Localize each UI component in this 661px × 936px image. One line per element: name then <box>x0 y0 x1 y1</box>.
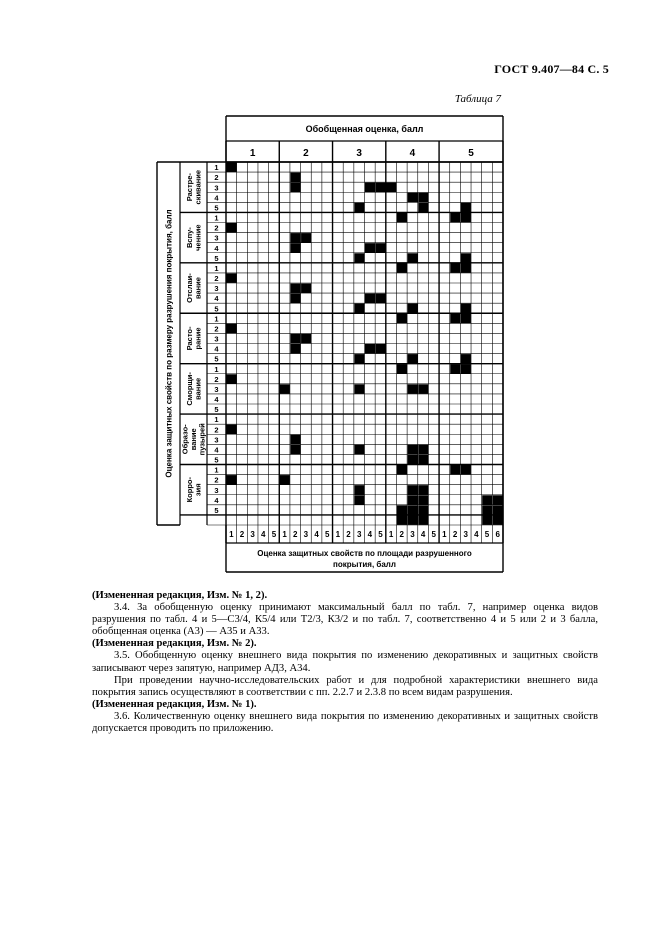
filled-cell <box>408 253 418 262</box>
filled-cell <box>397 213 407 222</box>
amendment-note: (Измененная редакция, Изм. № 1, 2). <box>92 590 268 601</box>
filled-cell <box>408 455 418 464</box>
filled-cell <box>290 294 300 303</box>
bottom-col-label: 5 <box>324 530 330 539</box>
bottom-col-label: 3 <box>410 530 415 539</box>
row-score-label: 1 <box>214 364 219 374</box>
filled-cell <box>354 495 364 504</box>
row-score-label: 1 <box>214 213 219 223</box>
row-score-label: 3 <box>214 233 219 243</box>
filled-cell <box>408 304 418 313</box>
row-score-label: 5 <box>214 405 219 415</box>
filled-cell <box>482 495 492 504</box>
bottom-col-label: 1 <box>388 530 394 539</box>
filled-cell <box>290 284 300 293</box>
filled-cell <box>408 515 418 524</box>
paragraph: 3.5. Обобщенную оценку внешнего вида покрытия по изменению декоративных и защитных свойств записывают через запятую, например АД3, А34. <box>92 650 598 674</box>
bottom-footer-label: покрытия, балл <box>333 560 396 569</box>
group-label: 4 <box>409 148 416 159</box>
filled-cell <box>290 435 300 444</box>
row-score-label: 2 <box>214 324 219 334</box>
row-group-label: Растре- <box>184 173 194 202</box>
filled-cell <box>418 193 428 202</box>
vertical-axis-label: Оценка защитных свойств по размеру разрушения покрытия, балл <box>164 209 174 478</box>
filled-cell <box>376 183 386 192</box>
row-score-label: 4 <box>214 445 219 455</box>
filled-cell <box>376 243 386 252</box>
filled-cell <box>418 445 428 454</box>
row-score-label: 5 <box>214 203 219 213</box>
filled-cell <box>227 273 237 282</box>
group-label: 5 <box>468 148 474 159</box>
row-score-label: 5 <box>214 354 219 364</box>
row-score-label: 3 <box>214 384 219 394</box>
filled-cell <box>290 233 300 242</box>
filled-cell <box>397 364 407 373</box>
filled-cell <box>461 465 471 474</box>
filled-cell <box>365 183 375 192</box>
filled-cell <box>290 344 300 353</box>
filled-cell <box>354 354 364 363</box>
filled-cell <box>290 173 300 182</box>
row-score-label: 5 <box>214 505 219 515</box>
row-score-label: 3 <box>214 435 219 445</box>
filled-cell <box>418 455 428 464</box>
filled-cell <box>354 384 364 393</box>
filled-cell <box>397 505 407 514</box>
bottom-col-label: 3 <box>463 530 468 539</box>
filled-cell <box>450 364 460 373</box>
filled-cell <box>365 344 375 353</box>
filled-cell <box>397 515 407 524</box>
body-text <box>92 590 598 735</box>
filled-cell <box>461 203 471 212</box>
row-score-label: 1 <box>214 465 219 475</box>
bottom-col-label: 2 <box>399 530 405 539</box>
row-score-label: 2 <box>214 475 219 485</box>
filled-cell <box>408 495 418 504</box>
bottom-col-label: 2 <box>239 530 245 539</box>
group-label: 3 <box>356 148 362 159</box>
group-label: 1 <box>249 148 256 159</box>
filled-cell <box>461 253 471 262</box>
filled-cell <box>227 374 237 383</box>
row-score-label: 4 <box>214 395 219 404</box>
filled-cell <box>354 485 364 494</box>
row-group-label: вание <box>193 277 203 300</box>
filled-cell <box>450 213 460 222</box>
row-score-label: 3 <box>214 334 219 344</box>
filled-cell <box>354 203 364 212</box>
bottom-col-label: 1 <box>335 530 341 539</box>
bottom-col-label: 5 <box>271 530 277 539</box>
filled-cell <box>450 314 460 323</box>
filled-cell <box>227 475 237 484</box>
bottom-col-label: 4 <box>367 530 373 539</box>
bottom-col-label: 6 <box>495 530 500 539</box>
filled-cell <box>418 384 428 393</box>
row-score-label: 1 <box>214 163 219 173</box>
row-score-label: 5 <box>214 253 219 263</box>
row-score-label: 5 <box>214 455 219 465</box>
filled-cell <box>227 324 237 333</box>
row-score-label: 4 <box>214 193 219 203</box>
row-score-label: 3 <box>214 183 219 193</box>
row-score-label: 1 <box>214 415 219 425</box>
filled-cell <box>301 233 311 242</box>
row-group-label: Расто- <box>184 326 194 351</box>
paragraph: 3.6. Количественную оценку внешнего вида покрытия по изменению декоративных и защитных свойств допускается проводить по приложению. <box>92 710 598 735</box>
row-score-label: 5 <box>214 304 219 314</box>
row-score-label: 4 <box>214 344 219 354</box>
paragraph: 3.4. За обобщенную оценку принимают максимальный балл по табл. 7, например оценка видов разрушения по табл. 4 и 5—С3/4, К5/4 или Т2/3, К3/2 и по табл. 7, соответственно 4 и 5 или 2 и 3 балла, обобщенная оценка (А3) — А35 и А33. <box>92 602 598 638</box>
filled-cell <box>386 183 396 192</box>
filled-cell <box>408 193 418 202</box>
filled-cell <box>461 304 471 313</box>
filled-cell <box>365 294 375 303</box>
bottom-col-label: 4 <box>261 530 266 539</box>
filled-cell <box>408 384 418 393</box>
group-label: 2 <box>303 148 309 159</box>
filled-cell <box>354 304 364 313</box>
filled-cell <box>461 364 471 373</box>
row-score-label: 1 <box>214 314 219 324</box>
filled-cell <box>408 505 418 514</box>
bottom-col-label: 4 <box>474 530 479 539</box>
row-score-label: 4 <box>214 243 219 253</box>
bottom-col-label: 5 <box>484 530 490 539</box>
page-header: ГОСТ 9.407—84 С. 5 <box>494 62 609 76</box>
filled-cell <box>418 495 428 504</box>
filled-cell <box>461 314 471 323</box>
row-group-label: вание <box>189 428 198 451</box>
filled-cell <box>354 445 364 454</box>
filled-cell <box>493 515 503 524</box>
filled-cell <box>482 505 492 514</box>
row-group-label: рание <box>193 327 203 350</box>
row-group-label: ченние <box>193 224 203 251</box>
row-score-label: 3 <box>214 284 219 294</box>
row-score-label: 2 <box>214 374 219 384</box>
filled-cell <box>408 485 418 494</box>
row-group-label: Сморщи- <box>184 372 194 406</box>
top-header-label: Обобщенная оценка, балл <box>305 124 424 134</box>
row-score-label: 2 <box>214 425 219 435</box>
row-group-label: Вспу- <box>184 227 194 249</box>
filled-cell <box>418 515 428 524</box>
bottom-col-label: 2 <box>293 530 298 539</box>
bottom-col-label: 2 <box>346 530 351 539</box>
row-score-label: 2 <box>214 223 219 233</box>
bottom-col-label: 3 <box>356 530 362 539</box>
bottom-col-label: 3 <box>250 530 255 539</box>
row-group-label: Образо- <box>180 424 190 455</box>
filled-cell <box>450 263 460 272</box>
filled-cell <box>280 475 290 484</box>
filled-cell <box>397 263 407 272</box>
bottom-col-label: 1 <box>229 530 234 539</box>
row-score-label: 4 <box>214 294 219 304</box>
row-score-label: 2 <box>214 173 219 183</box>
row-group-label: пузырей <box>197 423 207 456</box>
filled-cell <box>354 253 364 262</box>
bottom-col-label: 2 <box>452 530 458 539</box>
filled-cell <box>301 284 311 293</box>
filled-cell <box>408 445 418 454</box>
filled-cell <box>280 384 290 393</box>
filled-cell <box>461 263 471 272</box>
filled-cell <box>397 314 407 323</box>
amendment-note: (Измененная редакция, Изм. № 2). <box>92 638 257 650</box>
filled-cell <box>365 243 375 252</box>
filled-cell <box>376 344 386 353</box>
filled-cell <box>290 334 300 343</box>
table-caption: Таблица 7 <box>454 93 501 105</box>
filled-cell <box>397 465 407 474</box>
filled-cell <box>290 183 300 192</box>
filled-cell <box>493 505 503 514</box>
row-score-label: 4 <box>214 495 219 505</box>
filled-cell <box>493 495 503 504</box>
amendment-note: (Измененная редакция, Изм. № 1). <box>92 698 257 710</box>
row-group-label: Отслаи- <box>184 273 194 303</box>
row-score-label: 2 <box>214 274 219 283</box>
filled-cell <box>418 485 428 494</box>
filled-cell <box>418 203 428 212</box>
bottom-col-label: 1 <box>282 530 287 539</box>
bottom-col-label: 5 <box>378 530 383 539</box>
filled-cell <box>450 465 460 474</box>
paragraph: При проведении научно-исследовательских работ и для подробной характеристики внешнего вида покрытия запись осуществляют в соответствии с пп. 2.2.7 и 2.3.8 по всем видам разрушения. <box>92 674 598 698</box>
filled-cell <box>408 354 418 363</box>
filled-cell <box>227 163 237 172</box>
row-group-label: скивание <box>193 169 203 205</box>
bottom-col-label: 1 <box>442 530 447 539</box>
filled-cell <box>290 243 300 252</box>
bottom-col-label: 4 <box>420 530 426 539</box>
row-score-label: 3 <box>214 485 219 495</box>
bottom-col-label: 5 <box>431 530 436 539</box>
filled-cell <box>482 515 492 524</box>
filled-cell <box>227 223 237 232</box>
row-group-label: Корро- <box>184 477 194 503</box>
row-group-label: зия <box>193 483 203 497</box>
bottom-col-label: 3 <box>303 530 309 539</box>
bottom-col-label: 4 <box>314 530 319 539</box>
filled-cell <box>376 294 386 303</box>
bottom-footer-label: Оценка защитных свойств по площади разрушенного <box>257 549 472 558</box>
row-score-label: 1 <box>214 263 219 273</box>
filled-cell <box>290 445 300 454</box>
filled-cell <box>301 334 311 343</box>
filled-cell <box>227 425 237 434</box>
filled-cell <box>461 354 471 363</box>
row-group-label: вание <box>193 377 203 400</box>
filled-cell <box>418 505 428 514</box>
filled-cell <box>461 213 471 222</box>
